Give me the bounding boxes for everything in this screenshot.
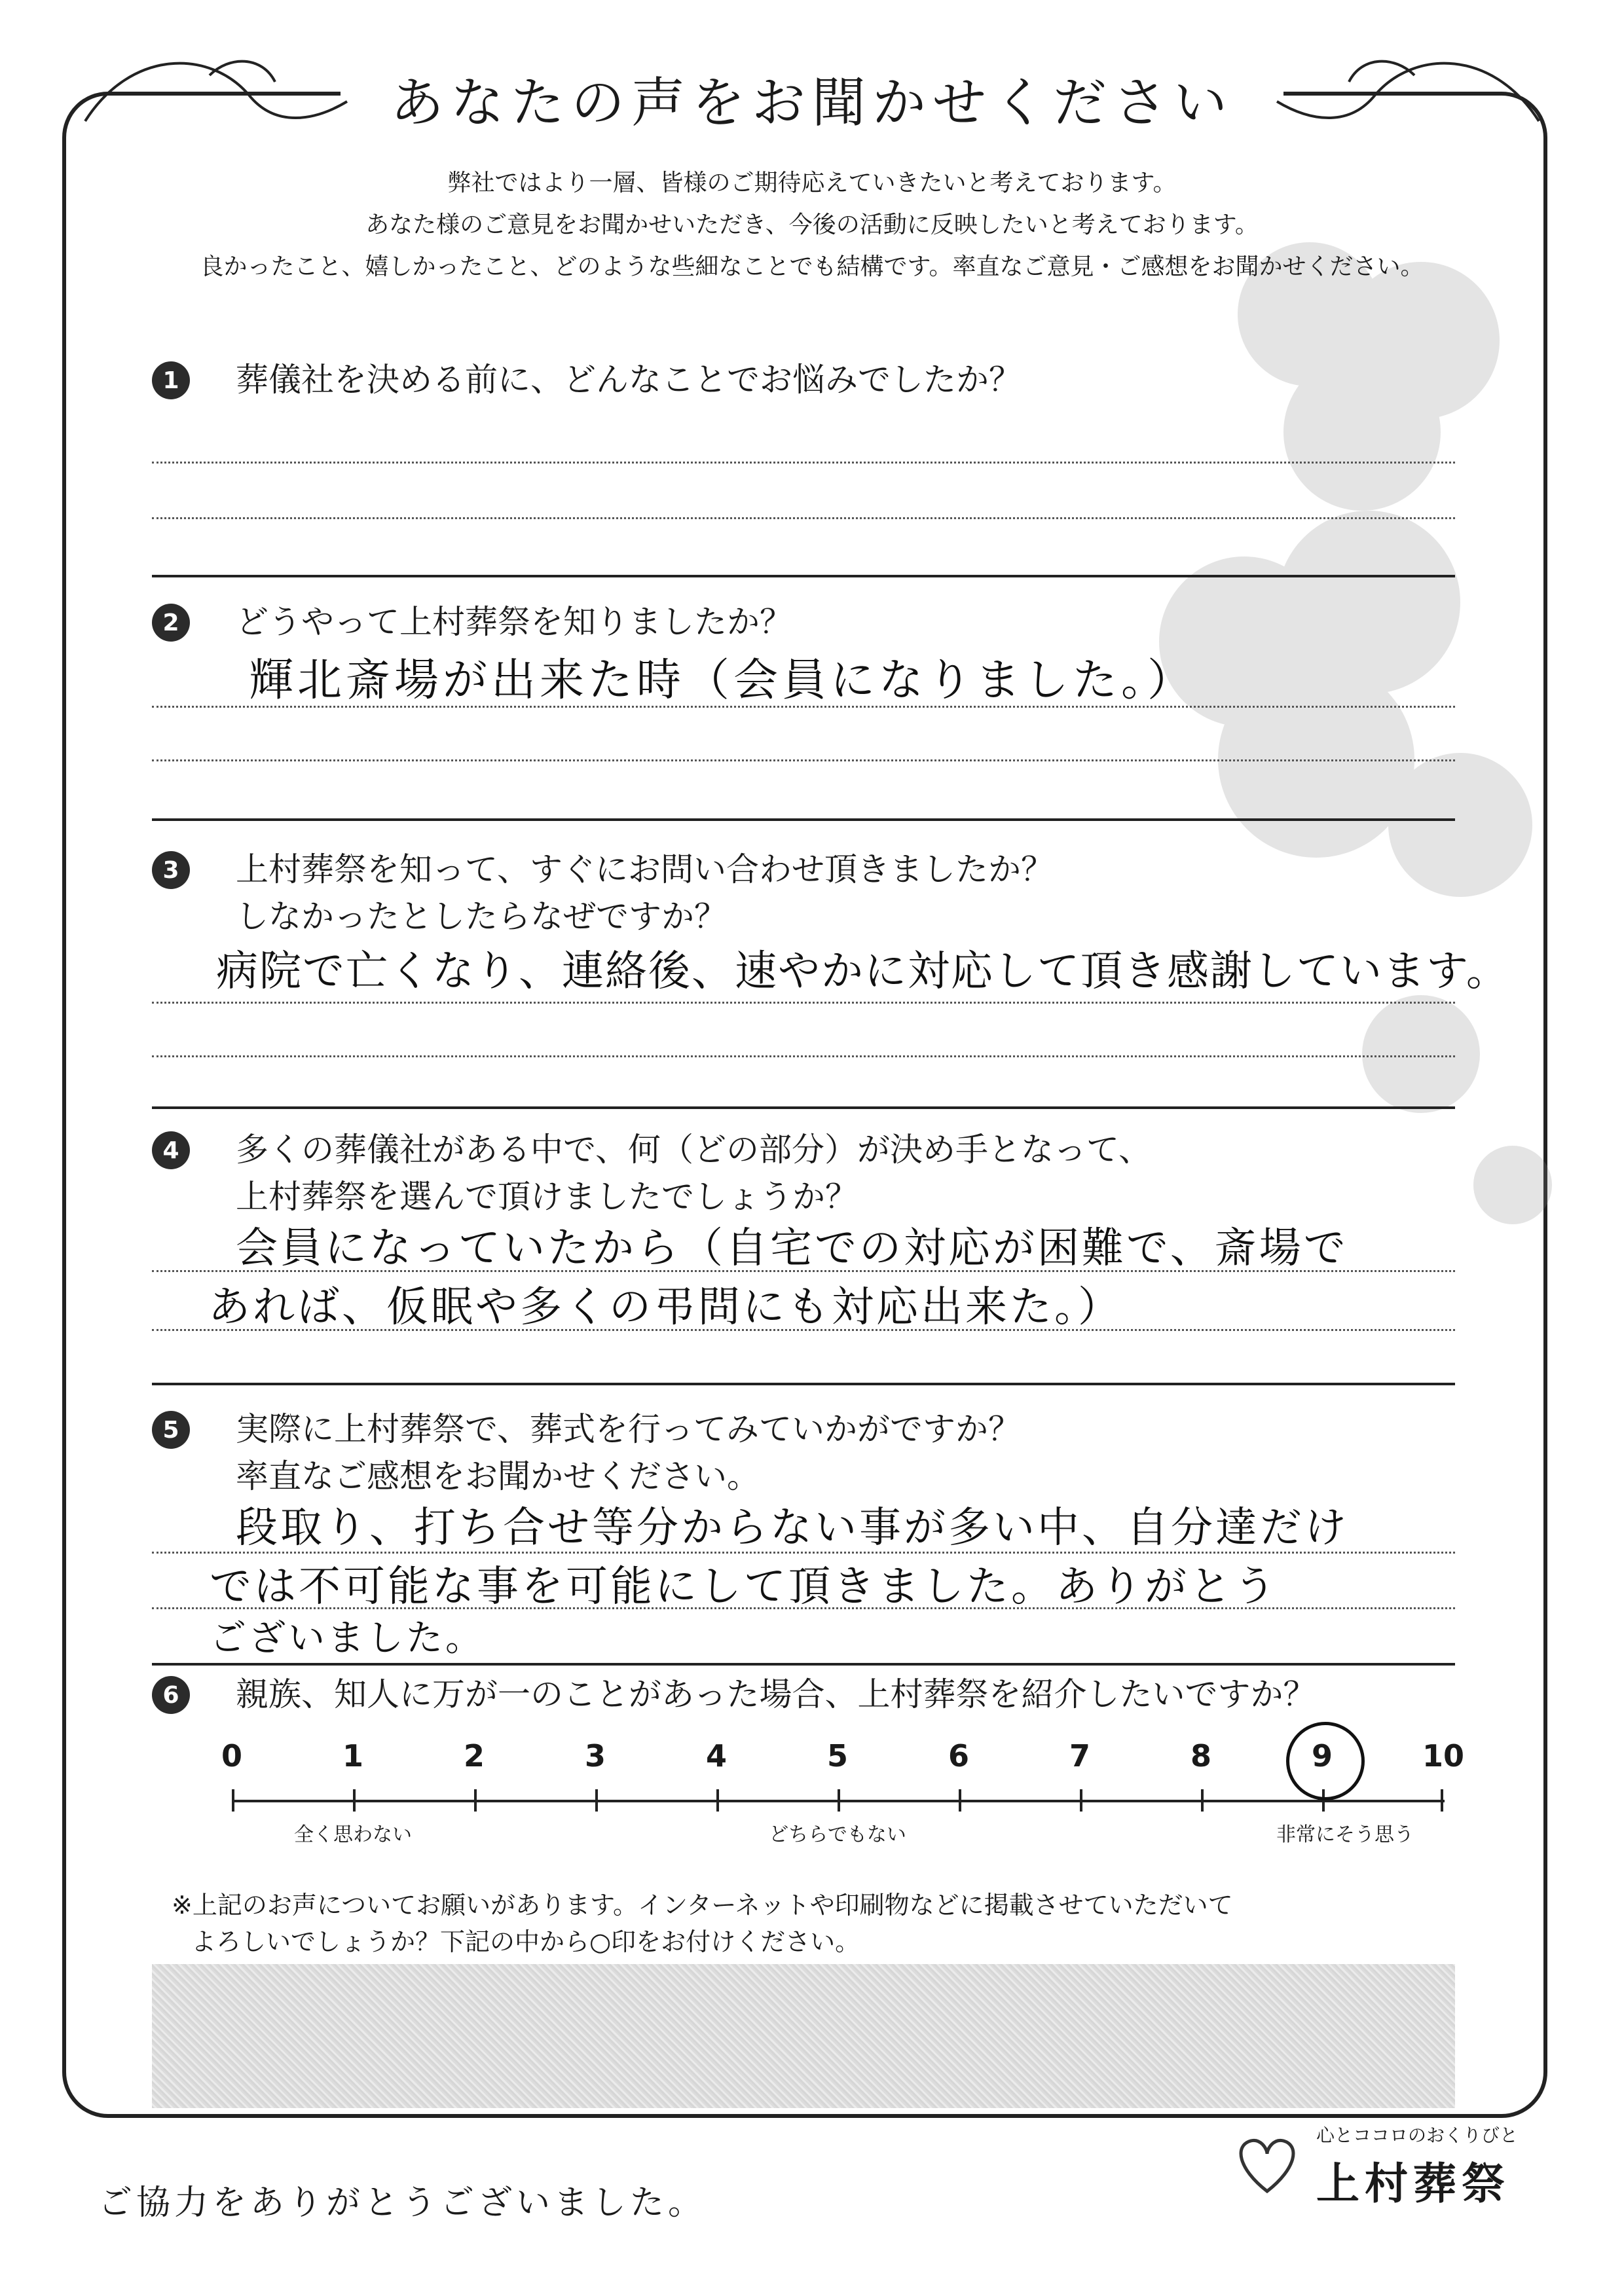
rating-scale xyxy=(221,1738,1465,1863)
question-text: 親族、知人に万が一のことがあった場合、上村葬祭を紹介したいですか？ xyxy=(236,1675,1316,1713)
question-text: 率直なご感想をお聞かせください。 xyxy=(236,1457,760,1495)
question-text: しなかったとしたらなぜですか？ xyxy=(236,898,727,936)
handwritten-answer: では不可能な事を可能にして頂きました。ありがとう xyxy=(210,1563,1278,1611)
scale-tick-mark xyxy=(959,1789,961,1812)
question-text: 葬儀社を決める前に、どんなことでお悩みでしたか？ xyxy=(236,361,1022,399)
form-title: あなたの声をお聞かせください xyxy=(390,72,1234,134)
scale-tick-mark xyxy=(1080,1789,1082,1812)
scale-tick-2[interactable]: 2 xyxy=(463,1738,485,1774)
handwritten-answer: あれば、仮眠や多くの弔問にも対応出来た。） xyxy=(208,1283,1122,1332)
handwritten-answer: 段取り、打ち合せ等分からない事が多い中、自分達だけ xyxy=(236,1504,1349,1552)
heart-logo-icon xyxy=(1231,2129,1303,2201)
scale-tick-1[interactable]: 1 xyxy=(342,1738,364,1774)
scale-tick-mark xyxy=(474,1789,477,1812)
scale-tick-mark xyxy=(716,1789,719,1812)
scale-mid-label: どちらでもない xyxy=(769,1823,906,1846)
answer-line xyxy=(152,517,1455,519)
section-divider xyxy=(152,1383,1455,1385)
note-line: よろしいでしょうか？下記の中から○印をお付けください。 xyxy=(191,1927,860,1956)
answer-line xyxy=(152,462,1455,464)
scale-tick-6[interactable]: 6 xyxy=(948,1738,970,1774)
question-number-badge: 3 xyxy=(152,851,190,889)
scale-tick-8[interactable]: 8 xyxy=(1190,1738,1212,1774)
redacted-consent-area xyxy=(152,1964,1455,2108)
intro-text xyxy=(0,162,1624,288)
handwritten-answer: 輝北斎場が出来た時（会員になりました。） xyxy=(249,655,1196,706)
scale-tick-3[interactable]: 3 xyxy=(584,1738,606,1774)
question-text: 上村葬祭を知って、すぐにお問い合わせ頂きましたか？ xyxy=(236,850,1054,888)
scale-tick-4[interactable]: 4 xyxy=(705,1738,728,1774)
scale-high-label: 非常にそう思う xyxy=(1276,1823,1414,1846)
selected-rating-circle xyxy=(1286,1722,1365,1800)
answer-line xyxy=(152,1055,1455,1057)
company-logo xyxy=(1218,2116,1532,2214)
scale-tick-0[interactable]: 0 xyxy=(221,1738,243,1774)
logo-tagline: 心とココロのおくりびと xyxy=(1316,2124,1519,2146)
scale-tick-mark xyxy=(595,1789,598,1812)
question-text: どうやって上村葬祭を知りましたか？ xyxy=(236,603,792,641)
intro-line: 良かったこと、嬉しかったこと、どのような些細なことでも結構です。率直なご意見・ご感想をお聞かせください。 xyxy=(200,253,1424,280)
question-text: 実際に上村葬祭で、葬式を行ってみていかがですか？ xyxy=(236,1410,1021,1448)
section-divider xyxy=(152,1663,1455,1666)
question-number-badge: 6 xyxy=(152,1676,190,1714)
handwritten-answer: ございました。 xyxy=(210,1617,485,1660)
scale-tick-mark xyxy=(232,1789,234,1812)
logo-company-name: 上村葬祭 xyxy=(1316,2159,1510,2209)
publication-consent-note xyxy=(172,1887,1233,1960)
scale-tick-mark xyxy=(838,1789,840,1812)
thanks-message: ご協力をありがとうございました。 xyxy=(98,2183,707,2223)
intro-line: 弊社ではより一層、皆様のご期待応えていきたいと考えております。 xyxy=(447,170,1177,196)
section-divider xyxy=(152,818,1455,821)
intro-line: あなた様のご意見をお聞かせいただき、今後の活動に反映したいと考えております。 xyxy=(365,211,1259,238)
question-text: 多くの葬儀社がある中で、何（どの部分）が決め手となって、 xyxy=(236,1131,1151,1169)
answer-line xyxy=(152,759,1455,761)
scale-tick-7[interactable]: 7 xyxy=(1069,1738,1091,1774)
scale-tick-mark xyxy=(1441,1789,1443,1812)
scale-tick-mark xyxy=(1201,1789,1204,1812)
scale-tick-mark xyxy=(353,1789,356,1812)
answer-line xyxy=(152,1002,1455,1004)
handwritten-answer: 病院で亡くなり、連絡後、速やかに対応して頂き感謝しています。 xyxy=(216,947,1509,996)
scale-low-label: 全く思わない xyxy=(294,1823,412,1846)
handwritten-answer: 会員になっていたから（自宅での対応が困難で、斎場で xyxy=(236,1224,1348,1273)
note-line: ※上記のお声についてお願いがあります。インターネットや印刷物などに掲載させていただいて xyxy=(172,1891,1233,1920)
question-number-badge: 5 xyxy=(152,1411,190,1449)
question-number-badge: 1 xyxy=(152,361,190,399)
answer-line xyxy=(152,1270,1455,1272)
answer-line xyxy=(152,1329,1455,1331)
section-divider xyxy=(152,575,1455,577)
answer-line xyxy=(152,1607,1455,1609)
answer-line xyxy=(152,706,1455,708)
scale-tick-9[interactable]: 9 xyxy=(1311,1738,1333,1774)
section-divider xyxy=(152,1106,1455,1109)
scale-tick-5[interactable]: 5 xyxy=(826,1738,849,1774)
answer-line xyxy=(152,1552,1455,1554)
question-number-badge: 4 xyxy=(152,1131,190,1169)
scale-tick-10[interactable]: 10 xyxy=(1422,1738,1465,1774)
question-number-badge: 2 xyxy=(152,604,190,642)
question-text: 上村葬祭を選んで頂けましたでしょうか？ xyxy=(236,1178,858,1216)
